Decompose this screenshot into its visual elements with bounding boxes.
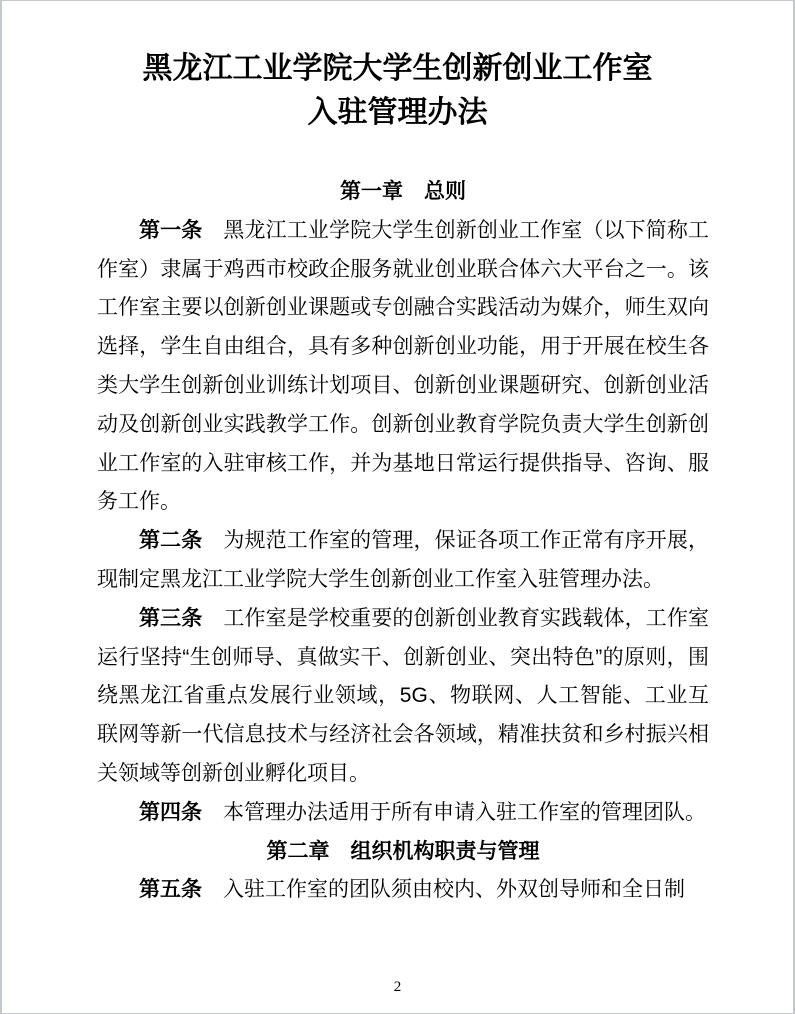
article-2-text: 为规范工作室的管理，保证各项工作正常有序开展，现制定黑龙江工业学院大学生创新创业工作室入驻管理办法。 xyxy=(97,529,710,591)
article-4 xyxy=(97,794,709,833)
title-line-2: 入驻管理办法 xyxy=(307,96,488,129)
title-line-1: 黑龙江工业学院大学生创新创业工作室 xyxy=(142,52,653,85)
chapter-1-heading: 第一章 总则 xyxy=(340,180,466,203)
article-1 xyxy=(97,212,709,522)
article-3 xyxy=(97,600,709,794)
article-5 xyxy=(97,871,709,910)
article-1-text: 黑龙江工业学院大学生创新创业工作室（以下简称工作室）隶属于鸡西市校政企服务就业创业联合体六大平台之一。该工作室主要以创新创业课题或专创融合实践活动为媒介，师生双向选择，学生自由组合，具有多种创新创业功能，用于开展在校生各类大学生创新创业训练计划项目、创新创业课题研究、创新创业活动及创新创业实践教学工作。创新创业教育学院负责大学生创新创业工作室的入驻审核工作，并为基地日常运行提供指导、咨询、服务工作。 xyxy=(97,218,710,514)
article-5-text: 入驻工作室的团队须由校内、外双创导师和全日制 xyxy=(223,878,685,902)
article-5-label: 第五条 xyxy=(139,878,202,902)
document-title xyxy=(2,47,793,135)
article-1-label: 第一条 xyxy=(139,218,203,242)
article-3-label: 第三条 xyxy=(139,606,203,630)
chapter-2-heading: 第二章 组织机构职责与管理 xyxy=(266,839,540,863)
article-4-label: 第四条 xyxy=(139,800,202,824)
article-3-text: 工作室是学校重要的创新创业教育实践载体，工作室运行坚持“生创师导、真做实干、创新创业、突出特色”的原则，围绕黑龙江省重点发展行业领域，5G、物联网、人工智能、工业互联网等新一代信息技术与经济社会各领域，精准扶贫和乡村振兴相关领域等创新创业孵化项目。 xyxy=(97,606,710,785)
article-2-label: 第二条 xyxy=(139,529,203,553)
article-4-text: 本管理办法适用于所有申请入驻工作室的管理团队。 xyxy=(223,800,706,824)
page-number: 2 xyxy=(393,979,402,995)
article-2 xyxy=(97,522,709,600)
document-body xyxy=(2,173,793,910)
